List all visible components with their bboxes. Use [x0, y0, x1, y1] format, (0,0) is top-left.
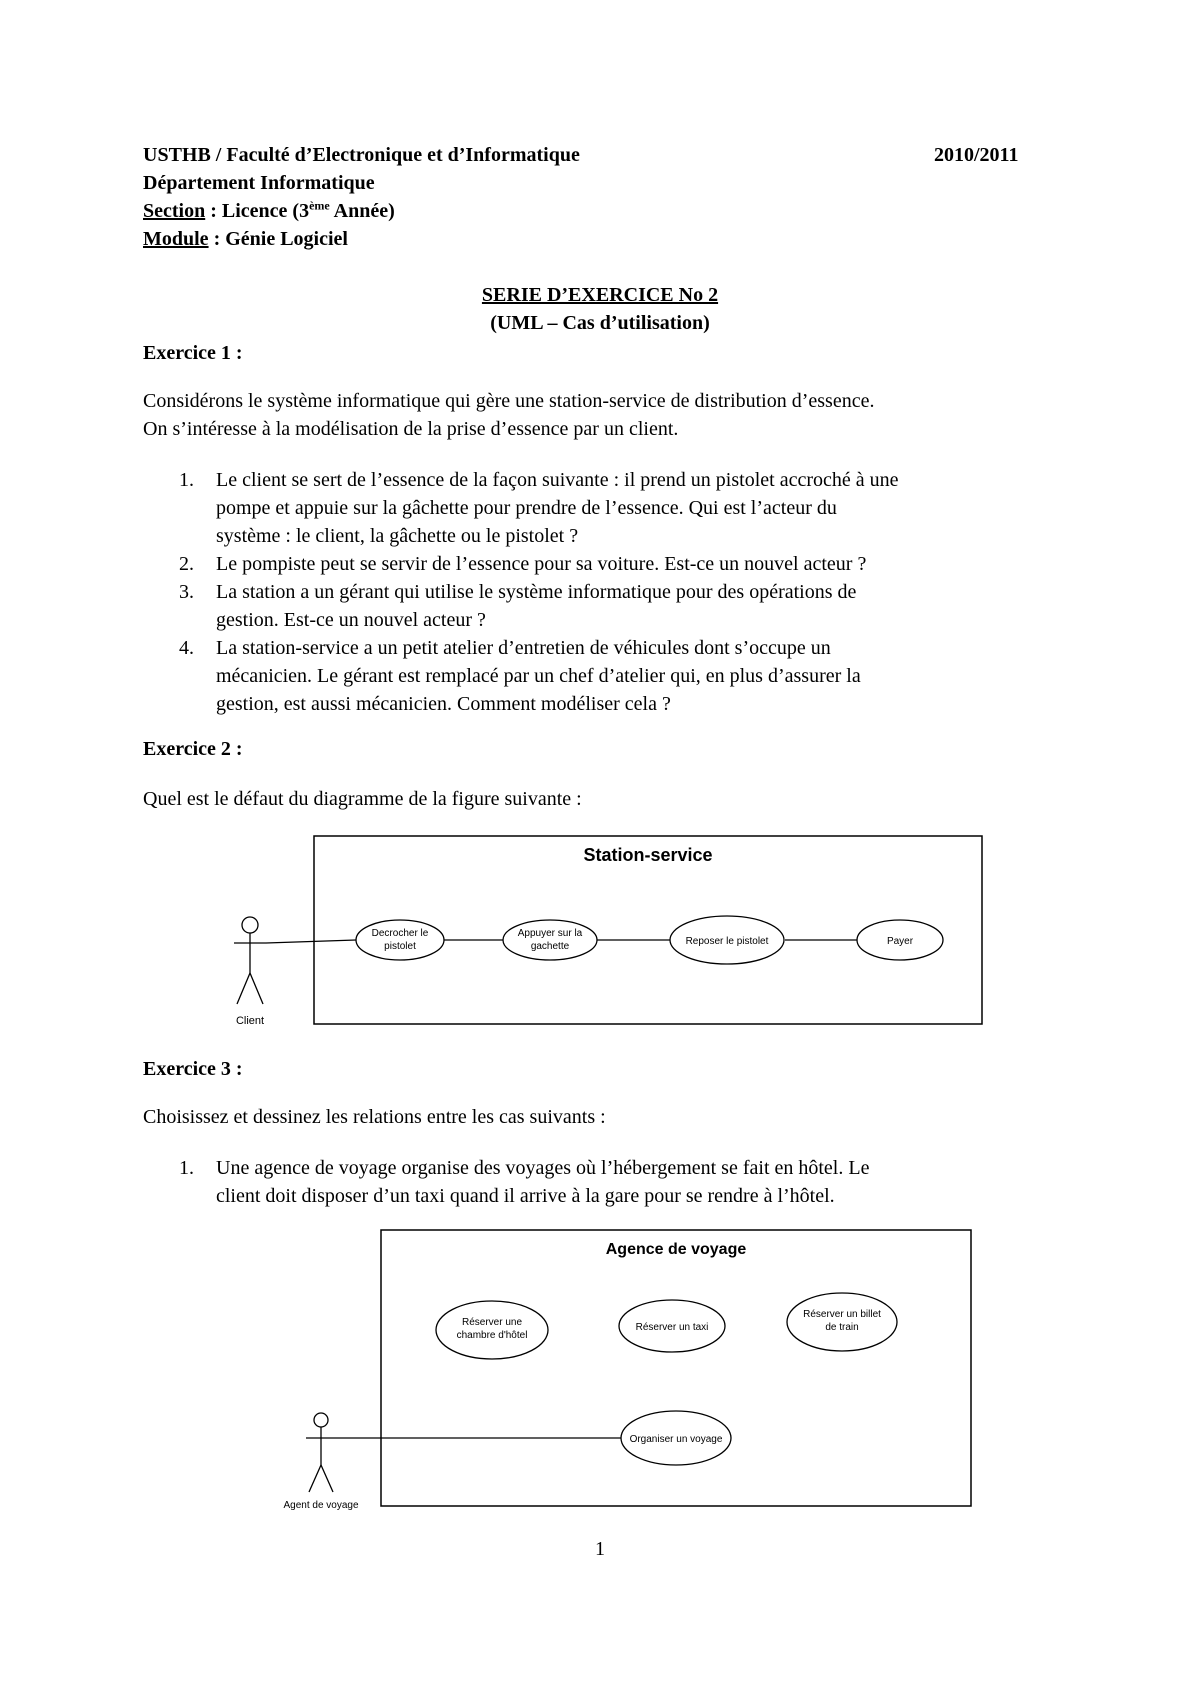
actor-label: Client: [235, 1015, 265, 1027]
actor-agent-de-voyage: [283, 1413, 358, 1511]
list-text-line: Une agence de voyage organise des voyages où l’hébergement se fait en hôtel. Le: [216, 1157, 870, 1179]
use-case-appuyer: [503, 920, 597, 960]
section-value: : Licence (3: [205, 200, 310, 222]
list-text-line: gestion. Est-ce un nouvel acteur ?: [216, 609, 486, 631]
list-text-line: client doit disposer d’un taxi quand il arrive à la gare pour se rendre à l’hôtel.: [216, 1185, 835, 1207]
use-case-label: Decrocher le: [371, 928, 429, 939]
use-case-reserver-billet: [787, 1293, 897, 1351]
series-subtitle: (UML – Cas d’utilisation): [490, 312, 710, 334]
use-case-reserver-taxi: [619, 1300, 725, 1352]
use-case-label: gachette: [530, 941, 570, 952]
exercise1-heading: Exercice 1 :: [143, 342, 243, 364]
list-text-line: La station-service a un petit atelier d’entretien de véhicules dont s’occupe un: [216, 637, 831, 659]
system-title: Agence de voyage: [605, 1241, 747, 1258]
use-case-ellipse: [503, 920, 597, 960]
actor-leg: [309, 1465, 321, 1492]
actor-head: [242, 917, 258, 933]
list-text-line: gestion, est aussi mécanicien. Comment modéliser cela ?: [216, 693, 671, 715]
use-case-organiser-voyage: [621, 1411, 731, 1465]
list-number: 1.: [179, 1157, 194, 1179]
agence-de-voyage-diagram: [283, 1230, 971, 1511]
use-case-label: Réserver une: [461, 1317, 523, 1328]
actor-label: Agent de voyage: [283, 1500, 359, 1511]
use-case-label: Appuyer sur la: [517, 928, 583, 939]
use-case-label: Organiser un voyage: [629, 1434, 723, 1445]
use-case-label: Reposer le pistolet: [685, 936, 769, 947]
use-case-label: pistolet: [384, 941, 416, 952]
module-label: Module: [143, 228, 209, 250]
list-text: [216, 1154, 1096, 1210]
actor-head: [314, 1413, 328, 1427]
actor-leg: [237, 973, 250, 1004]
list-text-line: mécanicien. Le gérant est remplacé par un chef d’atelier qui, en plus d’assurer la: [216, 665, 861, 687]
section-superscript: ème: [309, 198, 330, 213]
list-text-line: La station a un gérant qui utilise le système informatique pour des opérations de: [216, 581, 857, 603]
list-text-line: système : le client, la gâchette ou le pistolet ?: [216, 525, 579, 547]
actor-leg: [250, 973, 263, 1004]
system-title: Station-service: [583, 845, 713, 865]
page-number: 1: [595, 1538, 605, 1560]
association-line: [266, 940, 356, 943]
actor-client: [234, 917, 266, 1027]
exercise1-intro-line2: On s’intéresse à la modélisation de la prise d’essence par un client.: [143, 418, 679, 440]
use-case-reposer: [670, 916, 784, 964]
exercise2-question: Quel est le défaut du diagramme de la figure suivante :: [143, 788, 582, 810]
use-case-label: Réserver un taxi: [635, 1322, 709, 1333]
list-text-line: Le pompiste peut se servir de l’essence pour sa voiture. Est-ce un nouvel acteur ?: [216, 553, 867, 575]
actor-leg: [321, 1465, 333, 1492]
list-number: 4.: [179, 637, 194, 659]
use-case-decrocher: [356, 920, 444, 960]
use-case-label: de train: [825, 1322, 859, 1333]
academic-year: 2010/2011: [934, 144, 1019, 166]
use-case-reserver-chambre: [436, 1301, 548, 1359]
exercise2-heading: Exercice 2 :: [143, 738, 243, 760]
use-case-label: Réserver un billet: [803, 1309, 881, 1320]
list-number: 3.: [179, 581, 194, 603]
department-line: Département Informatique: [143, 172, 375, 194]
station-service-diagram: [234, 836, 982, 1027]
exercise3-intro: Choisissez et dessinez les relations entre les cas suivants :: [143, 1106, 606, 1128]
list-text-line: Le client se sert de l’essence de la façon suivante : il prend un pistolet accroché à une: [216, 469, 899, 491]
use-case-label: Payer: [886, 936, 914, 947]
institution-name: USTHB / Faculté d’Electronique et d’Informatique: [143, 144, 580, 166]
list-number: 2.: [179, 553, 194, 575]
list-number: 1.: [179, 469, 194, 491]
list-text-line: pompe et appuie sur la gâchette pour prendre de l’essence. Qui est l’acteur du: [216, 497, 837, 519]
module-value: : Génie Logiciel: [208, 228, 348, 250]
exercise3-heading: Exercice 3 :: [143, 1058, 243, 1080]
use-case-payer: [857, 920, 943, 960]
section-label: Section: [143, 200, 206, 222]
exercise1-intro-line1: Considérons le système informatique qui gère une station-service de distribution d’essence.: [143, 390, 875, 412]
use-case-ellipse: [356, 920, 444, 960]
series-title: SERIE D’EXERCICE No 2: [481, 284, 719, 306]
section-tail: Année): [329, 200, 395, 222]
use-case-label: chambre d'hôtel: [456, 1330, 528, 1341]
